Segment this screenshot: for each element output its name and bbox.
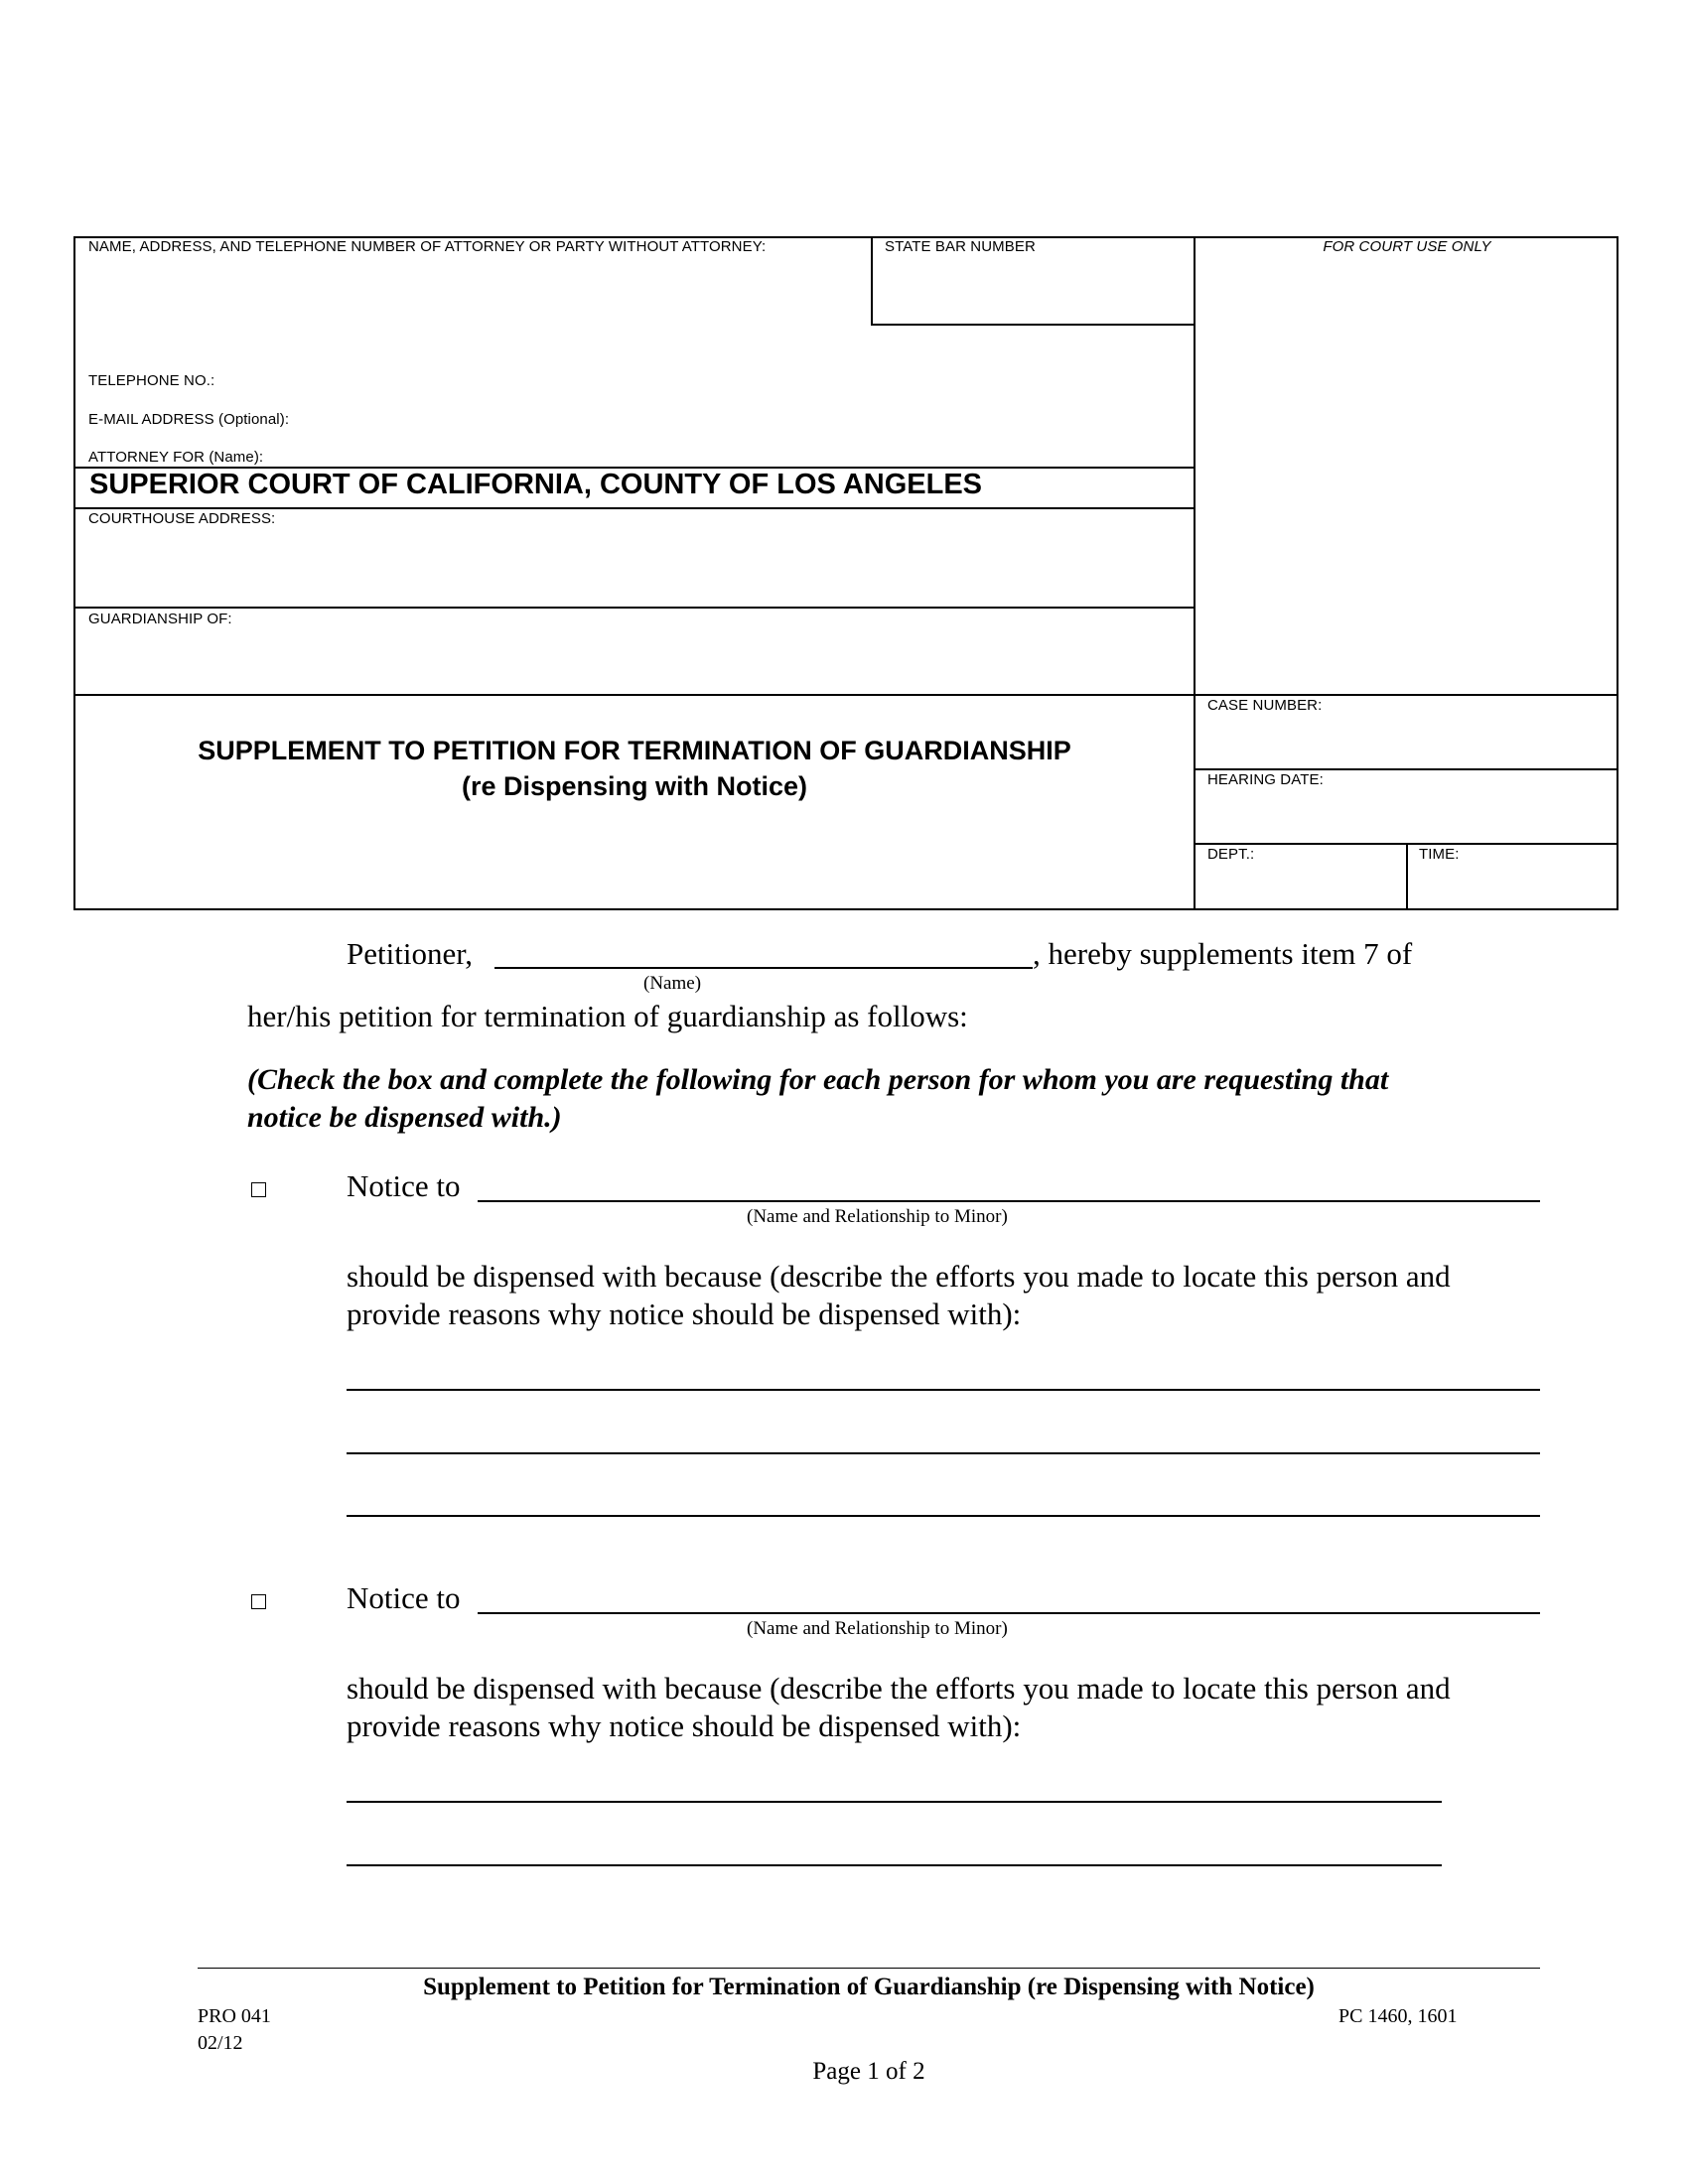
entry1-checkbox[interactable] [251,1182,266,1197]
petitioner-label: Petitioner, [347,936,474,971]
entry1-reason-line1: should be dispensed with because (describe the efforts you made to locate this person and [347,1259,1451,1294]
form-number: PRO 041 [198,2005,271,2027]
caption-box [73,236,1618,910]
guardianship-caption: GUARDIANSHIP OF: [88,611,232,627]
revision-date: 02/12 [198,2032,243,2054]
entry1-notice-label: Notice to [347,1168,461,1203]
footer-title: Supplement to Petition for Termination of Guardianship (re Dispensing with Notice) [423,1974,1315,2000]
entry2-checkbox[interactable] [251,1594,266,1609]
petitioner-suffix: , hereby supplements item 7 of [1033,936,1413,971]
instruction-line2: notice be dispensed with.) [247,1101,562,1134]
entry1-reason-line2: provide reasons why notice should be dispensed with): [347,1297,1022,1331]
page-number: Page 1 of 2 [812,2058,925,2085]
case-number-bottom-rule [1194,768,1618,770]
time-caption: TIME: [1419,846,1460,863]
entry2-notice-label: Notice to [347,1580,461,1615]
case-number-caption: CASE NUMBER: [1207,697,1323,714]
entry1-reason-field-2[interactable] [347,1452,1540,1454]
instruction-line1: (Check the box and complete the following for each person for whom you are requesting that [247,1063,1389,1096]
state-bar-divider [871,236,873,326]
state-bar-bottom [871,324,1195,326]
footer-rule [198,1968,1540,1969]
court-use-caption: FOR COURT USE ONLY [1323,238,1491,255]
entry1-reason-field-3[interactable] [347,1515,1540,1517]
hearing-date-caption: HEARING DATE: [1207,771,1324,788]
courthouse-bottom-rule [73,607,1195,609]
entry1-reason-field-1[interactable] [347,1389,1540,1391]
court-name-bottom-rule [73,507,1195,509]
title-area-top-rule [73,694,1618,696]
form-title-line2: (re Dispensing with Notice) [461,771,808,801]
courthouse-address-caption: COURTHOUSE ADDRESS: [88,510,276,527]
entry1-caption: (Name and Relationship to Minor) [747,1206,1008,1227]
dept-caption: DEPT.: [1207,846,1255,863]
petition-line: her/his petition for termination of guardianship as follows: [247,999,968,1033]
entry2-caption: (Name and Relationship to Minor) [747,1618,1008,1639]
entry2-name-field[interactable] [478,1612,1540,1614]
email-caption: E-MAIL ADDRESS (Optional): [88,411,290,428]
petitioner-name-field[interactable] [494,967,1033,969]
court-name: SUPERIOR COURT OF CALIFORNIA, COUNTY OF LOS ANGELES [89,469,983,500]
attorney-for-caption: ATTORNEY FOR (Name): [88,449,264,466]
entry2-reason-field-1[interactable] [347,1801,1442,1803]
attorney-caption: NAME, ADDRESS, AND TELEPHONE NUMBER OF ATTORNEY OR PARTY WITHOUT ATTORNEY: [88,238,767,255]
name-caption: (Name) [643,973,702,994]
dept-time-divider [1406,843,1408,910]
code-reference: PC 1460, 1601 [1338,2005,1458,2027]
entry2-reason-field-2[interactable] [347,1864,1442,1866]
court-column-divider [1194,236,1196,910]
state-bar-caption: STATE BAR NUMBER [885,238,1036,255]
entry1-name-field[interactable] [478,1200,1540,1202]
form-title-line1: SUPPLEMENT TO PETITION FOR TERMINATION OF GUARDIANSHIP [198,736,1071,765]
entry2-reason-line2: provide reasons why notice should be dispensed with): [347,1708,1022,1743]
entry2-reason-line1: should be dispensed with because (describe the efforts you made to locate this person and [347,1671,1451,1706]
telephone-caption: TELEPHONE NO.: [88,372,215,389]
